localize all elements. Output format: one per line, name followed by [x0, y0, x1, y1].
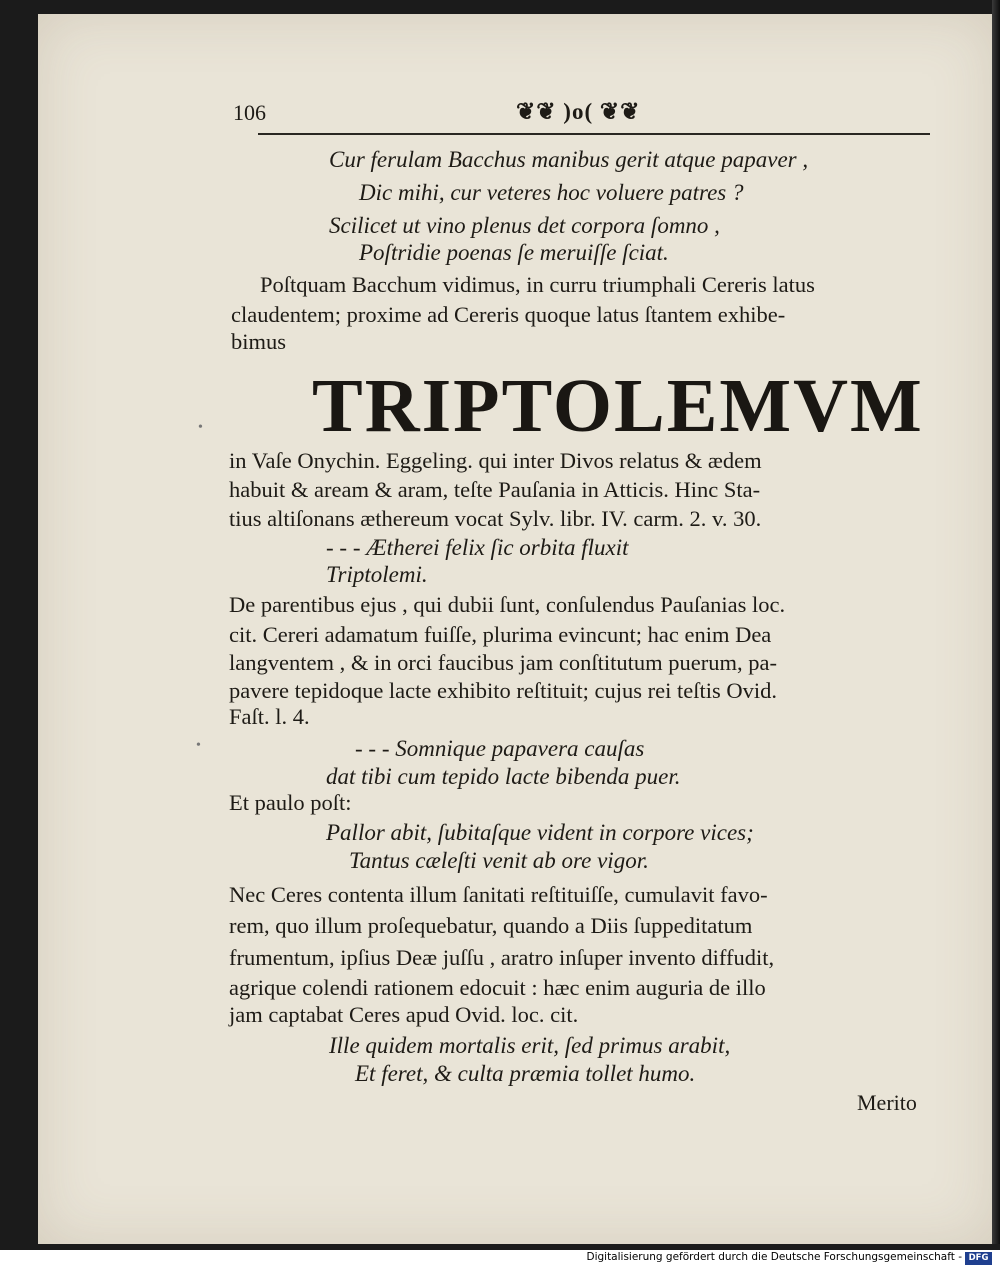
header-ornament-center: )o(	[563, 99, 594, 124]
body-line: Faſt. l. 4.	[229, 704, 310, 729]
body-line: pavere tepidoque lacte exhibito reſtituit; cujus rei teſtis Ovid.	[229, 678, 777, 703]
verse-line: Cur ferulam Bacchus manibus gerit atque papaver ,	[329, 147, 809, 172]
quote-line: Ille quidem mortalis erit, ſed primus arabit,	[329, 1033, 731, 1058]
quote-line: Et feret, & culta præmia tollet humo.	[355, 1061, 696, 1086]
stray-mark: •	[196, 738, 201, 753]
footer-credit: Digitalisierung gefördert durch die Deutsche Forschungsgemeinschaft -	[586, 1251, 962, 1263]
quote-line: - - - Ætherei felix ſic orbita fluxit	[326, 535, 629, 560]
header-ornament: ❦❦ )o( ❦❦	[516, 99, 641, 124]
catchword: Merito	[857, 1090, 917, 1115]
body-line: agrique colendi rationem edocuit : hæc enim auguria de illo	[229, 975, 766, 1000]
body-line: rem, quo illum proſequebatur, quando a Diis ſuppeditatum	[229, 913, 753, 938]
quote-line: dat tibi cum tepido lacte bibenda puer.	[326, 764, 681, 789]
body-line: Nec Ceres contenta illum ſanitati reſtituiſſe, cumulavit favo-	[229, 882, 768, 907]
quote-line: Tantus cæleſti venit ab ore vigor.	[349, 848, 649, 873]
verse-line: Dic mihi, cur veteres hoc voluere patres ?	[359, 180, 744, 205]
body-line: bimus	[231, 329, 287, 354]
body-line: tius altiſonans æthereum vocat Sylv. libr. IV. carm. 2. v. 30.	[229, 506, 762, 531]
body-line: habuit & aream & aram, teſte Pauſania in Atticis. Hinc Sta-	[229, 477, 761, 502]
header-rule	[258, 133, 930, 135]
quote-line: Pallor abit, ſubitaſque vident in corpore vices;	[326, 820, 754, 845]
body-line: claudentem; proxime ad Cereris quoque latus ſtantem exhibe-	[231, 302, 786, 327]
body-line: langventem , & in orci faucibus jam conſtitutum puerum, pa-	[229, 650, 777, 675]
body-line: Poſtquam Bacchum vidimus, in curru triumphali Cereris latus	[260, 272, 815, 297]
quote-line: - - - Somnique papavera cauſas	[355, 736, 645, 761]
body-line: jam captabat Ceres apud Ovid. loc. cit.	[229, 1002, 579, 1027]
body-line: frumentum, ipſius Deæ juſſu , aratro inſuper invento diffudit,	[229, 945, 775, 970]
section-heading: TRIPTOLEMVM	[312, 364, 924, 448]
body-line: De parentibus ejus , qui dubii ſunt, conſulendus Pauſanias loc.	[229, 592, 786, 617]
page-number: 106	[233, 100, 266, 125]
book-spine	[992, 0, 1000, 1244]
dfg-logo-icon: DFG	[965, 1252, 992, 1265]
body-line: Et paulo poſt:	[229, 790, 352, 815]
verse-line: Poſtridie poenas ſe meruiſſe ſciat.	[359, 240, 669, 265]
body-line: in Vaſe Onychin. Eggeling. qui inter Divos relatus & ædem	[229, 448, 762, 473]
body-line: cit. Cereri adamatum fuiſſe, plurima evincunt; hac enim Dea	[229, 622, 772, 647]
quote-line: Triptolemi.	[326, 562, 428, 587]
verse-line: Scilicet ut vino plenus det corpora ſomno ,	[329, 213, 720, 238]
stray-mark: •	[198, 420, 203, 435]
